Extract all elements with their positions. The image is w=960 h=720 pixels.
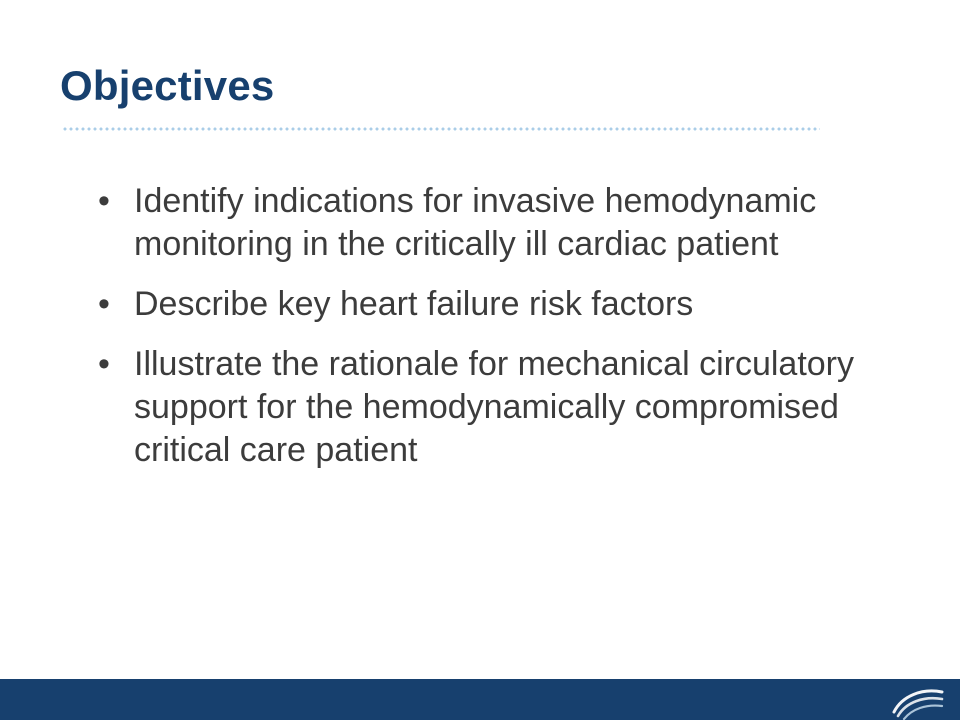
bullet-list bbox=[98, 180, 898, 489]
bullet-text: Describe key heart failure risk factors bbox=[134, 285, 694, 323]
bullet-text: Illustrate the rationale for mechanical circulatory support for the hemodynamically compromised critical care patient bbox=[134, 345, 854, 469]
bullet-dot: • bbox=[98, 345, 110, 383]
bullet-dot: • bbox=[98, 182, 110, 220]
title-divider bbox=[62, 127, 820, 131]
bullet-item bbox=[98, 283, 898, 326]
bullet-item bbox=[98, 180, 898, 266]
bullet-text: Identify indications for invasive hemodynamic monitoring in the critically ill cardiac patient bbox=[134, 182, 817, 263]
footer-bar bbox=[0, 679, 960, 720]
bullet-dot: • bbox=[98, 285, 110, 323]
swirl-logo-icon bbox=[888, 682, 948, 720]
slide-title: Objectives bbox=[60, 62, 275, 109]
bullet-item bbox=[98, 343, 898, 472]
